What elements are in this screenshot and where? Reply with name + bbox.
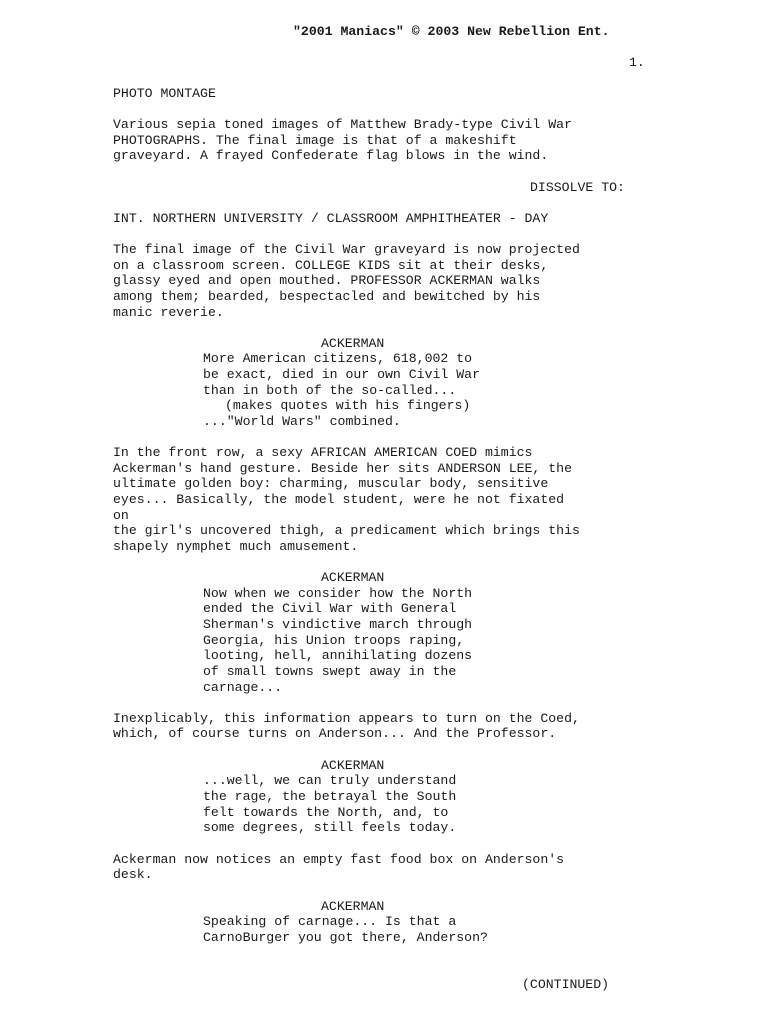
action-line: eyes... Basically, the model student, were he not fixated xyxy=(113,492,565,507)
action-line: Ackerman now notices an empty fast food box on Anderson's xyxy=(113,852,565,867)
action-line: on a classroom screen. COLLEGE KIDS sit at their desks, xyxy=(113,258,549,273)
action-line: ultimate golden boy: charming, muscular body, sensitive xyxy=(113,476,549,491)
action-line: graveyard. A frayed Confederate flag blows in the wind. xyxy=(113,148,549,163)
dialogue-line: Now when we consider how the North xyxy=(203,586,473,601)
dialogue-line: ended the Civil War with General xyxy=(203,601,457,616)
character-name: ACKERMAN xyxy=(321,336,385,351)
action-line: among them; bearded, bespectacled and bewitched by his xyxy=(113,289,541,304)
action-line: Ackerman's hand gesture. Beside her sits ANDERSON LEE, the xyxy=(113,461,572,476)
character-name: ACKERMAN xyxy=(321,899,385,914)
scene-heading-classroom: INT. NORTHERN UNIVERSITY / CLASSROOM AMPHITHEATER - DAY xyxy=(113,211,549,226)
parenthetical: (makes quotes with his fingers) xyxy=(225,398,471,413)
character-name: ACKERMAN xyxy=(321,758,385,773)
action-line: glassy eyed and open mouthed. PROFESSOR ACKERMAN walks xyxy=(113,273,541,288)
dialogue-line: More American citizens, 618,002 to xyxy=(203,351,473,366)
page-header: "2001 Maniacs" © 2003 New Rebellion Ent. xyxy=(293,24,610,39)
action-line: Inexplicably, this information appears to turn on the Coed, xyxy=(113,711,580,726)
action-line: Various sepia toned images of Matthew Brady-type Civil War xyxy=(113,117,572,132)
dialogue-line: felt towards the North, and, to xyxy=(203,805,449,820)
dialogue-line: be exact, died in our own Civil War xyxy=(203,367,480,382)
dialogue-line: Georgia, his Union troops raping, xyxy=(203,633,465,648)
dialogue-line: Sherman's vindictive march through xyxy=(203,617,473,632)
dialogue-line: some degrees, still feels today. xyxy=(203,820,457,835)
dialogue-line: ..."World Wars" combined. xyxy=(203,414,401,429)
dialogue-line: ...well, we can truly understand xyxy=(203,773,457,788)
dialogue-line: of small towns swept away in the xyxy=(203,664,457,679)
page-number: 1. xyxy=(629,55,645,70)
continued-marker: (CONTINUED) xyxy=(522,977,610,992)
action-line: manic reverie. xyxy=(113,305,224,320)
action-line: the girl's uncovered thigh, a predicament which brings this xyxy=(113,523,580,538)
dialogue-line: than in both of the so-called... xyxy=(203,383,457,398)
transition-dissolve: DISSOLVE TO: xyxy=(530,180,625,195)
action-line: desk. xyxy=(113,867,153,882)
scene-heading-photo-montage: PHOTO MONTAGE xyxy=(113,86,216,101)
character-name: ACKERMAN xyxy=(321,570,385,585)
action-line: The final image of the Civil War graveyard is now projected xyxy=(113,242,580,257)
action-line: In the front row, a sexy AFRICAN AMERICAN COED mimics xyxy=(113,445,533,460)
dialogue-line: looting, hell, annihilating dozens xyxy=(203,648,473,663)
dialogue-line: Speaking of carnage... Is that a xyxy=(203,914,457,929)
dialogue-line: carnage... xyxy=(203,680,283,695)
action-line: on xyxy=(113,508,129,523)
action-line: which, of course turns on Anderson... And the Professor. xyxy=(113,726,557,741)
dialogue-line: the rage, the betrayal the South xyxy=(203,789,457,804)
action-line: PHOTOGRAPHS. The final image is that of a makeshift xyxy=(113,133,517,148)
dialogue-line: CarnoBurger you got there, Anderson? xyxy=(203,930,488,945)
action-line: shapely nymphet much amusement. xyxy=(113,539,359,554)
